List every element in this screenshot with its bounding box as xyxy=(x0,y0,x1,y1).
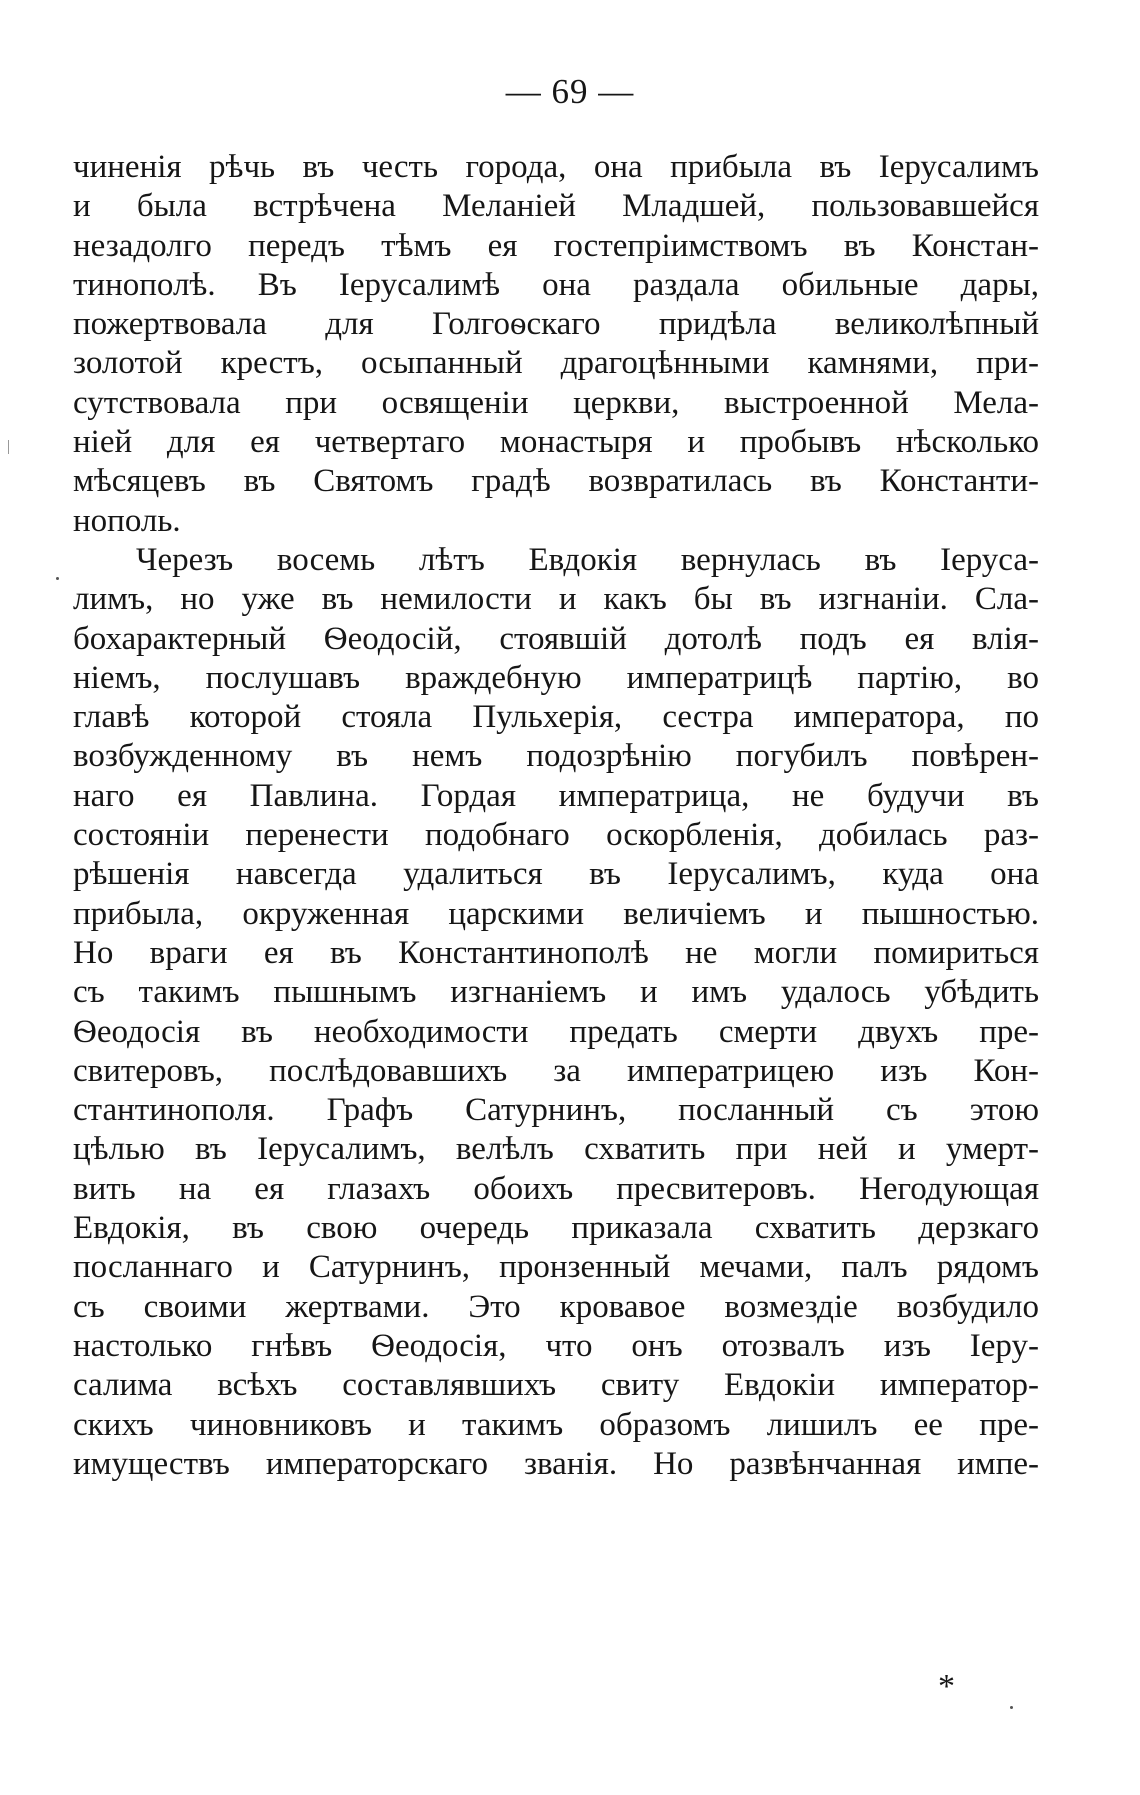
text-line: ніей для ея четвертаго монастыря и пробывъ нѣсколько xyxy=(73,424,1039,461)
text-line: стантинополя. Графъ Сатурнинъ, посланный съ этою xyxy=(73,1092,1039,1129)
text-line: салима всѣхъ составлявшихъ свиту Евдокіи император- xyxy=(73,1367,1039,1404)
text-line: нополь. xyxy=(73,502,181,539)
text-line: Черезъ восемь лѣтъ Евдокія вернулась въ Іеруса- xyxy=(136,541,1039,578)
text-line: посланнаго и Сатурнинъ, пронзенный мечами, палъ рядомъ xyxy=(73,1249,1039,1286)
print-speck xyxy=(56,577,59,580)
text-line: цѣлью въ Іерусалимъ, велѣлъ схватить при ней и умерт- xyxy=(73,1131,1039,1168)
text-line: рѣшенія навсегда удалиться въ Іерусалимъ, куда она xyxy=(73,856,1039,893)
text-line: скихъ чиновниковъ и такимъ образомъ лишилъ ее пре- xyxy=(73,1406,1039,1443)
text-line: тинополѣ. Въ Іерусалимѣ она раздала обильные дары, xyxy=(73,266,1039,303)
text-line: Евдокія, въ свою очередь приказала схватить дерзкаго xyxy=(73,1210,1039,1247)
text-line: прибыла, окруженная царскими величіемъ и пышностью. xyxy=(73,895,1039,932)
text-line: незадолго передъ тѣмъ ея гостепріимствомъ въ Констан- xyxy=(73,227,1039,264)
body-text xyxy=(73,148,1039,1484)
text-line: наго ея Павлина. Гордая императрица, не будучи въ xyxy=(73,777,1039,814)
page-number: — 69 — xyxy=(505,72,635,111)
text-line: ніемъ, послушавъ враждебную императрицѣ партію, во xyxy=(73,659,1039,696)
text-line: свитеровъ, послѣдовавшихъ за императрицею изъ Кон- xyxy=(73,1052,1039,1089)
text-line: состояніи перенести подобнаго оскорбленія, добилась раз- xyxy=(73,817,1039,854)
text-line: пожертвовала для Голгоѳскаго придѣла великолѣпный xyxy=(73,306,1039,343)
signature-mark: * xyxy=(938,1668,955,1705)
text-line: мѣсяцевъ въ Святомъ градѣ возвратилась въ Константи- xyxy=(73,463,1039,500)
print-speck xyxy=(1010,1706,1013,1709)
text-line: главѣ которой стояла Пульхерія, сестра императора, по xyxy=(73,699,1039,736)
text-line: съ своими жертвами. Это кровавое возмездіе возбудило xyxy=(73,1288,1039,1325)
text-line: вить на ея глазахъ обоихъ пресвитеровъ. Негодующая xyxy=(73,1170,1039,1207)
text-line: бохарактерный Ѳеодосій, стоявшій дотолѣ подъ ея влія- xyxy=(73,620,1039,657)
text-line: настолько гнѣвъ Ѳеодосія, что онъ отозвалъ изъ Іеру- xyxy=(73,1327,1039,1364)
paragraph-1 xyxy=(73,148,1039,541)
text-line: лимъ, но уже въ немилости и какъ бы въ изгнаніи. Сла- xyxy=(73,581,1039,618)
text-line: возбужденному въ немъ подозрѣнію погубилъ повѣрен- xyxy=(73,738,1039,775)
text-line: съ такимъ пышнымъ изгнаніемъ и имъ удалось убѣдить xyxy=(73,974,1039,1011)
paragraph-2 xyxy=(73,541,1039,1484)
text-line: Но враги ея въ Константинополѣ не могли помириться xyxy=(73,934,1039,971)
text-line: Ѳеодосія въ необходимости предать смерти двухъ пре- xyxy=(73,1013,1039,1050)
scan-mark xyxy=(8,440,9,454)
text-line: сутствовала при освященіи церкви, выстроенной Мела- xyxy=(73,384,1039,421)
text-line: имуществъ императорскаго званія. Но развѣнчанная импе- xyxy=(73,1445,1039,1482)
text-line: золотой крестъ, осыпанный драгоцѣнными камнями, при- xyxy=(73,345,1039,382)
text-line: чиненія рѣчь въ честь города, она прибыла въ Іерусалимъ xyxy=(73,149,1039,185)
text-line: и была встрѣчена Меланіей Младшей, пользовавшейся xyxy=(73,188,1039,225)
